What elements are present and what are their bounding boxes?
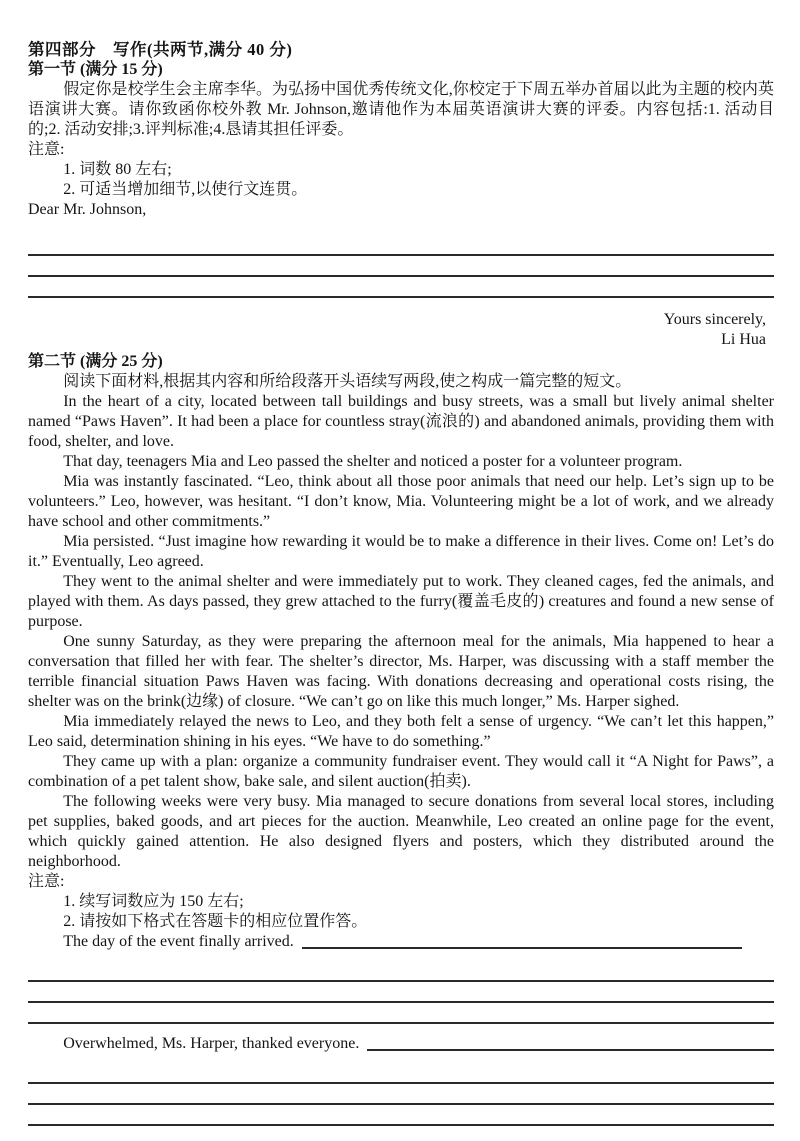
salutation: Dear Mr. Johnson, [28, 201, 147, 218]
section2-note-2: 2. 请按如下格式在答题卡的相应位置作答。 [63, 913, 368, 930]
continuation-lead-2 [28, 1034, 774, 1054]
section2-instruction: 阅读下面材料,根据其内容和所给段落开头语续写两段,使之构成一篇完整的短文。 [63, 373, 632, 390]
section1-note-1: 1. 词数 80 左右; [63, 161, 172, 178]
answer-line [302, 946, 742, 949]
answer-line [28, 235, 774, 256]
section1-note-2: 2. 可适当增加细节,以使行文连贯。 [63, 181, 308, 198]
story-paragraph: They went to the animal shelter and were immediately put to work. They cleaned cages, fed the animals, and played with them. As days passed, they grew attached to the furry(覆盖毛皮的) creatures and found a new sense of purpose. [28, 573, 774, 630]
story-paragraph: Mia immediately relayed the news to Leo, and they both felt a sense of urgency. “We can’t let this happen,” Leo said, determination shining in his eyes. “We have to do something.” [28, 713, 774, 750]
section1-title: 第一节 (满分 15 分) [28, 61, 163, 78]
continuation-lead-1-text: The day of the event finally arrived. [63, 933, 294, 950]
answer-line [28, 961, 774, 982]
section2-note-1: 1. 续写词数应为 150 左右; [63, 893, 244, 910]
story-paragraph: One sunny Saturday, as they were preparing the afternoon meal for the animals, Mia happened to hear a conversation that filled her with fear. The shelter’s director, Ms. Harper, was discussing with a staff member the terrible financial situation Paws Haven was facing. With donations decreasing and operational costs rising, the shelter was on the brink(边缘) of closure. “We can’t go on like this much longer,” Ms. Harper sighed. [28, 633, 774, 710]
story-paragraph: They came up with a plan: organize a community fundraiser event. They would call it “A Night for Paws”, a combination of a pet talent show, bake sale, and silent auction(拍卖). [28, 753, 774, 790]
section1-notes-label: 注意: [28, 141, 65, 158]
section2-notes-label: 注意: [28, 873, 65, 890]
continuation-lead-2-text: Overwhelmed, Ms. Harper, thanked everyone. [63, 1035, 360, 1052]
answer-line [28, 1084, 774, 1105]
letter-closing: Yours sincerely, [663, 311, 766, 328]
answer-line [28, 1003, 774, 1024]
answer-line [28, 1105, 774, 1126]
section2-title: 第二节 (满分 25 分) [28, 353, 163, 370]
answer-line [28, 982, 774, 1003]
answer-line [28, 277, 774, 298]
answer-line [28, 256, 774, 277]
letter-signature: Li Hua [721, 331, 766, 348]
part-title: 第四部分 写作(共两节,满分 40 分) [28, 40, 293, 59]
story-paragraph: Mia persisted. “Just imagine how rewarding it would be to make a difference in their lives. Come on! Let’s do it.” Eventually, Leo agreed. [28, 533, 774, 570]
story-paragraph: In the heart of a city, located between tall buildings and busy streets, was a small but lively animal shelter named “Paws Haven”. It had been a place for countless stray(流浪的) and abandoned animals, providing them with food, shelter, and love. [28, 393, 774, 450]
story-paragraph: The following weeks were very busy. Mia managed to secure donations from several local stores, including pet supplies, baked goods, and art pieces for the auction. Meanwhile, Leo created an online page for the event, which quickly gained attention. He also designed flyers and posters, which they distributed around the neighborhood. [28, 793, 774, 870]
answer-line [28, 1063, 774, 1084]
continuation-lead-1 [28, 932, 774, 952]
story-paragraph: That day, teenagers Mia and Leo passed the shelter and noticed a poster for a volunteer program. [63, 453, 683, 470]
section1-prompt: 假定你是校学生会主席李华。为弘扬中国优秀传统文化,你校定于下周五举办首届以此为主题的校内英语演讲大赛。请你致函你校外教 Mr. Johnson,邀请他作为本届英语演讲大赛的评委。内容包括:1. 活动目的;2. 活动安排;3.评判标准;4.恳请其担任评委。 [28, 81, 774, 138]
story-paragraph: Mia was instantly fascinated. “Leo, think about all those poor animals that need our help. Let’s sign up to be volunteers.” Leo, however, was hesitant. “I don’t know, Mia. Volunteering might be a lot of work, and we already have school and other commitments.” [28, 473, 774, 530]
answer-line [367, 1048, 774, 1051]
